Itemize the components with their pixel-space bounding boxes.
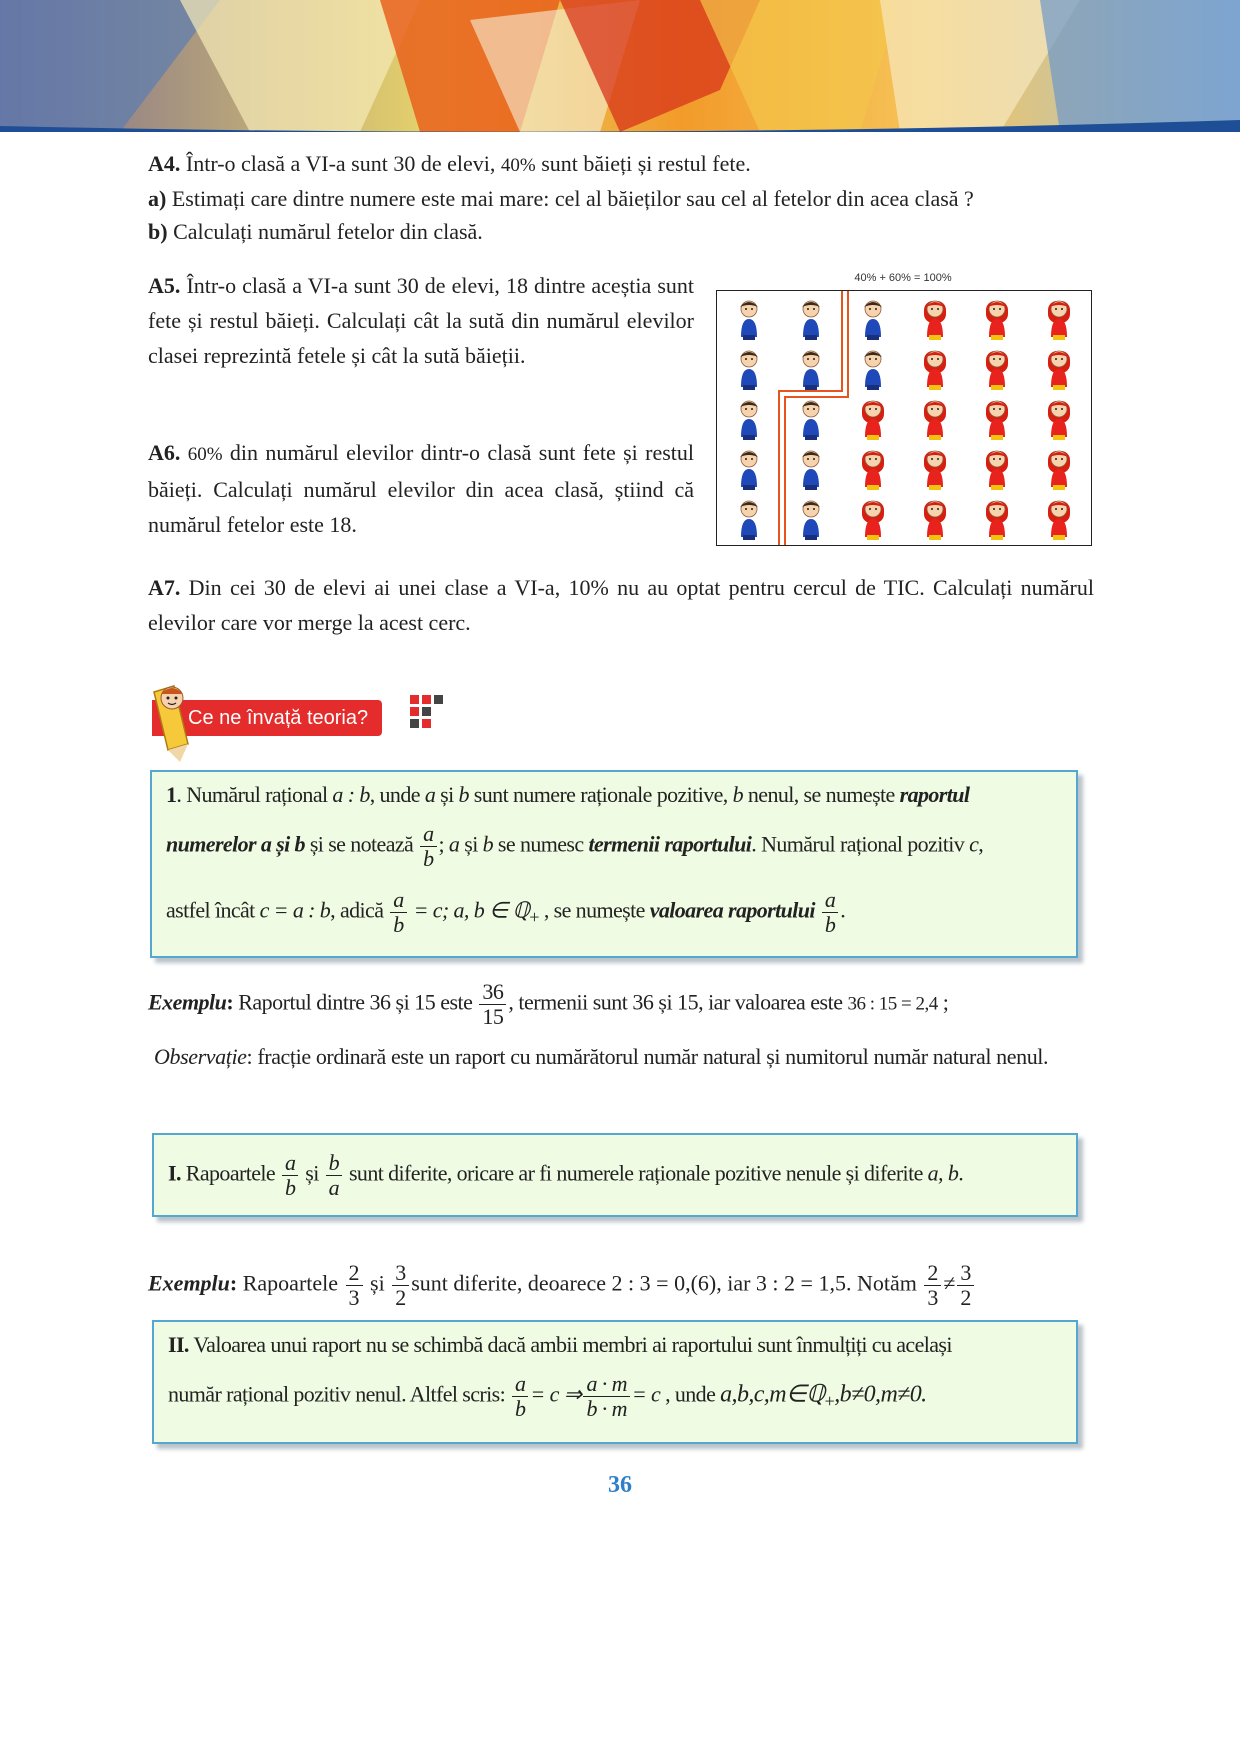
example-2 — [148, 1261, 1094, 1310]
example-text: Raportul dintre 36 și 15 este — [233, 989, 478, 1015]
fraction-a-over-b — [282, 1151, 298, 1200]
var-c: c — [969, 831, 979, 857]
example-text: ; — [937, 989, 949, 1015]
observation-text: : fracție ordinară este un raport cu numărătorul număr natural și numitorul număr natural nenul. — [246, 1044, 1049, 1069]
definition-text: și — [435, 782, 459, 807]
var-b: b — [458, 782, 469, 807]
fraction-am-over-bm — [583, 1372, 629, 1421]
property-box-1 — [152, 1133, 1078, 1217]
fraction-2-over-3 — [924, 1261, 941, 1310]
fraction-numerator: 36 — [479, 980, 506, 1005]
example-colon: : — [226, 989, 234, 1015]
subscript-plus: + — [529, 906, 539, 927]
property-line — [168, 1151, 1068, 1200]
fraction-36-over-15 — [479, 980, 506, 1029]
section-title-badge: Ce ne învață teoria? — [152, 700, 382, 736]
example-colon: : — [229, 1270, 238, 1296]
definition-text: și se notează — [304, 831, 419, 857]
fraction-numerator: 3 — [392, 1261, 409, 1286]
fraction-a-over-b — [420, 822, 436, 871]
property-line-2 — [168, 1372, 1068, 1421]
subpoint-label: b) — [148, 219, 168, 244]
exercise-label: A5. — [148, 273, 181, 298]
exercise-a5 — [148, 268, 694, 373]
definition-text: . Numărul rațional — [176, 782, 333, 807]
expression: = c — [631, 1381, 661, 1407]
term-valoarea: valoarea raportului — [649, 897, 815, 923]
expression: c = a : b — [259, 897, 331, 923]
observation — [154, 1040, 1094, 1073]
fraction-a-over-b — [512, 1372, 528, 1421]
definition-text: sunt numere raționale pozitive, — [468, 782, 733, 807]
fraction-a-over-b — [822, 888, 838, 937]
fraction-denominator: 2 — [395, 1285, 407, 1310]
property-text: . — [958, 1160, 964, 1186]
students-figure — [716, 290, 1092, 546]
subpoint-text: Calculați numărul fetelor din clasă. — [167, 219, 483, 244]
definition-text: nenul, se numește — [742, 782, 900, 807]
fraction-numerator: a — [512, 1372, 528, 1397]
definition-text: . — [840, 897, 846, 923]
property-label: II. — [168, 1332, 189, 1357]
calculation: 36 : 15 = 2,4 — [847, 993, 938, 1015]
example-1 — [148, 980, 1094, 1029]
subpoint-label: a) — [148, 186, 167, 211]
not-equal-sign: ≠ — [943, 1270, 956, 1296]
condition: a,b,c,m∈ℚ — [720, 1381, 825, 1408]
exercise-label: A7. — [148, 575, 181, 600]
fraction-denominator: b · m — [586, 1396, 627, 1421]
term-termenii: termenii raportului — [588, 831, 752, 857]
subscript-plus: + — [824, 1390, 835, 1411]
expression: = c ⇒ — [530, 1381, 582, 1407]
exercise-a6 — [148, 435, 694, 542]
fraction-numerator: 3 — [957, 1261, 974, 1286]
fraction-numerator: a · m — [583, 1372, 629, 1397]
fraction-denominator: a — [328, 1175, 340, 1200]
observation-label: Observație — [154, 1044, 247, 1069]
example-text: sunt diferite, deoarece 2 : 3 = 0,(6), iar 3 : 2 = 1,5. Notăm — [411, 1270, 923, 1296]
exercise-text: Într-o clasă a VI-a sunt 30 de elevi, — [180, 151, 501, 176]
definition-box-ratio — [150, 770, 1078, 958]
definition-text: , se numește — [538, 897, 650, 923]
exercise-a7 — [148, 570, 1094, 640]
exercise-text: sunt băieți și restul fete. — [535, 151, 751, 176]
fraction-numerator: 2 — [924, 1261, 941, 1286]
var-b: b — [732, 782, 743, 807]
property-line-1 — [168, 1332, 1068, 1358]
definition-text: , — [978, 831, 984, 857]
property-text: Valoarea unui raport nu se schimbă dacă ambii membri ai raportului sunt înmulțiți cu același — [188, 1332, 952, 1357]
definition-text: , unde — [369, 782, 425, 807]
fraction-numerator: a — [390, 888, 406, 913]
fraction-denominator: 3 — [348, 1285, 360, 1310]
fraction-numerator: a — [282, 1151, 298, 1176]
property-text: Rapoartele — [180, 1160, 280, 1186]
definition-text: și — [459, 831, 483, 857]
definition-text: astfel încât — [166, 897, 260, 923]
fraction-denominator: b — [515, 1396, 526, 1421]
fraction-denominator: b — [284, 1175, 296, 1200]
expression: a : b — [332, 782, 370, 807]
example-text: și — [364, 1270, 391, 1296]
term-raportul: raportul — [899, 782, 970, 807]
pencil-mascot-icon — [148, 684, 448, 764]
fraction-denominator: 3 — [927, 1285, 939, 1310]
fraction-denominator: 2 — [960, 1285, 972, 1310]
fraction-a-over-b — [390, 888, 406, 937]
percent-value: 40% — [500, 155, 536, 176]
exercise-text: Din cei 30 de elevi ai unei clase a VI-a, 10% nu au optat pentru cercul de TIC. Calculați numărul elevilor care vor merge la acest cerc. — [148, 575, 1094, 635]
fraction-numerator: a — [420, 822, 436, 847]
definition-line-3 — [166, 888, 1066, 937]
definition-text: se numesc — [493, 831, 589, 857]
example-label: Exemplu — [148, 989, 227, 1015]
fraction-denominator: b — [423, 846, 434, 871]
example-label: Exemplu — [148, 1270, 230, 1296]
figure-caption: 40% + 60% = 100% — [854, 272, 952, 284]
property-text: , unde — [660, 1381, 721, 1407]
fraction-2-over-3 — [346, 1261, 363, 1310]
fraction-3-over-2 — [392, 1261, 409, 1310]
definition-line-1 — [166, 782, 1066, 808]
exercise-label: A6. — [148, 440, 181, 465]
definition-text: . Numărul rațional pozitiv — [751, 831, 970, 857]
property-text: număr rațional pozitiv nenul. Altfel scris: — [168, 1381, 511, 1407]
property-label: I. — [168, 1160, 181, 1186]
property-box-2 — [152, 1320, 1078, 1444]
header-banner-image — [0, 0, 1240, 132]
page-number: 36 — [608, 1472, 632, 1498]
exercise-label: A4. — [148, 151, 181, 176]
fraction-denominator: 15 — [482, 1004, 504, 1029]
fraction-denominator: b — [824, 912, 836, 937]
var-b: b — [482, 831, 494, 857]
fraction-numerator: b — [326, 1151, 342, 1176]
example-text: , termenii sunt 36 și 15, iar valoarea este — [508, 989, 848, 1015]
percent-value: 60% — [187, 444, 223, 465]
fraction-numerator: 2 — [346, 1261, 363, 1286]
definition-text: , adică — [330, 897, 389, 923]
definition-line-2 — [166, 822, 1066, 871]
fraction-b-over-a — [326, 1151, 342, 1200]
exercise-text: Într-o clasă a VI-a sunt 30 de elevi, 18 dintre aceștia sunt fete și restul băieți. Calculați cât la sută din numărul elevilor clasei reprezintă fetele și cât la sută băieții. — [148, 273, 694, 368]
term-numerelor: numerelor a și b — [166, 831, 305, 857]
expression: = c; a, b ∈ ℚ — [408, 897, 530, 923]
fraction-3-over-2 — [957, 1261, 974, 1310]
boys-girls-divider — [717, 291, 1091, 545]
exercise-text: din numărul elevilor dintr-o clasă sunt fete și restul băieți. Calculați numărul elevilor din acea clasă, știind că numărul fetelor este 18. — [148, 440, 695, 537]
definition-text: ; — [438, 831, 449, 857]
exercise-a4 — [148, 147, 1098, 248]
definition-number: 1 — [166, 782, 177, 807]
variables: a, b — [927, 1160, 959, 1186]
fraction-denominator: b — [393, 912, 404, 937]
property-text: sunt diferite, oricare ar fi numerele raționale pozitive nenule și diferite — [344, 1160, 928, 1186]
property-text: și — [300, 1160, 324, 1186]
condition: ,b≠0,m≠0. — [834, 1381, 927, 1408]
example-text: Rapoartele — [237, 1270, 344, 1296]
subpoint-text: Estimați care dintre numere este mai mare: cel al băieților sau cel al fetelor din acea clasă ? — [166, 186, 974, 211]
var-a: a — [448, 831, 460, 857]
fraction-numerator: a — [822, 888, 838, 913]
var-a: a — [424, 782, 436, 807]
